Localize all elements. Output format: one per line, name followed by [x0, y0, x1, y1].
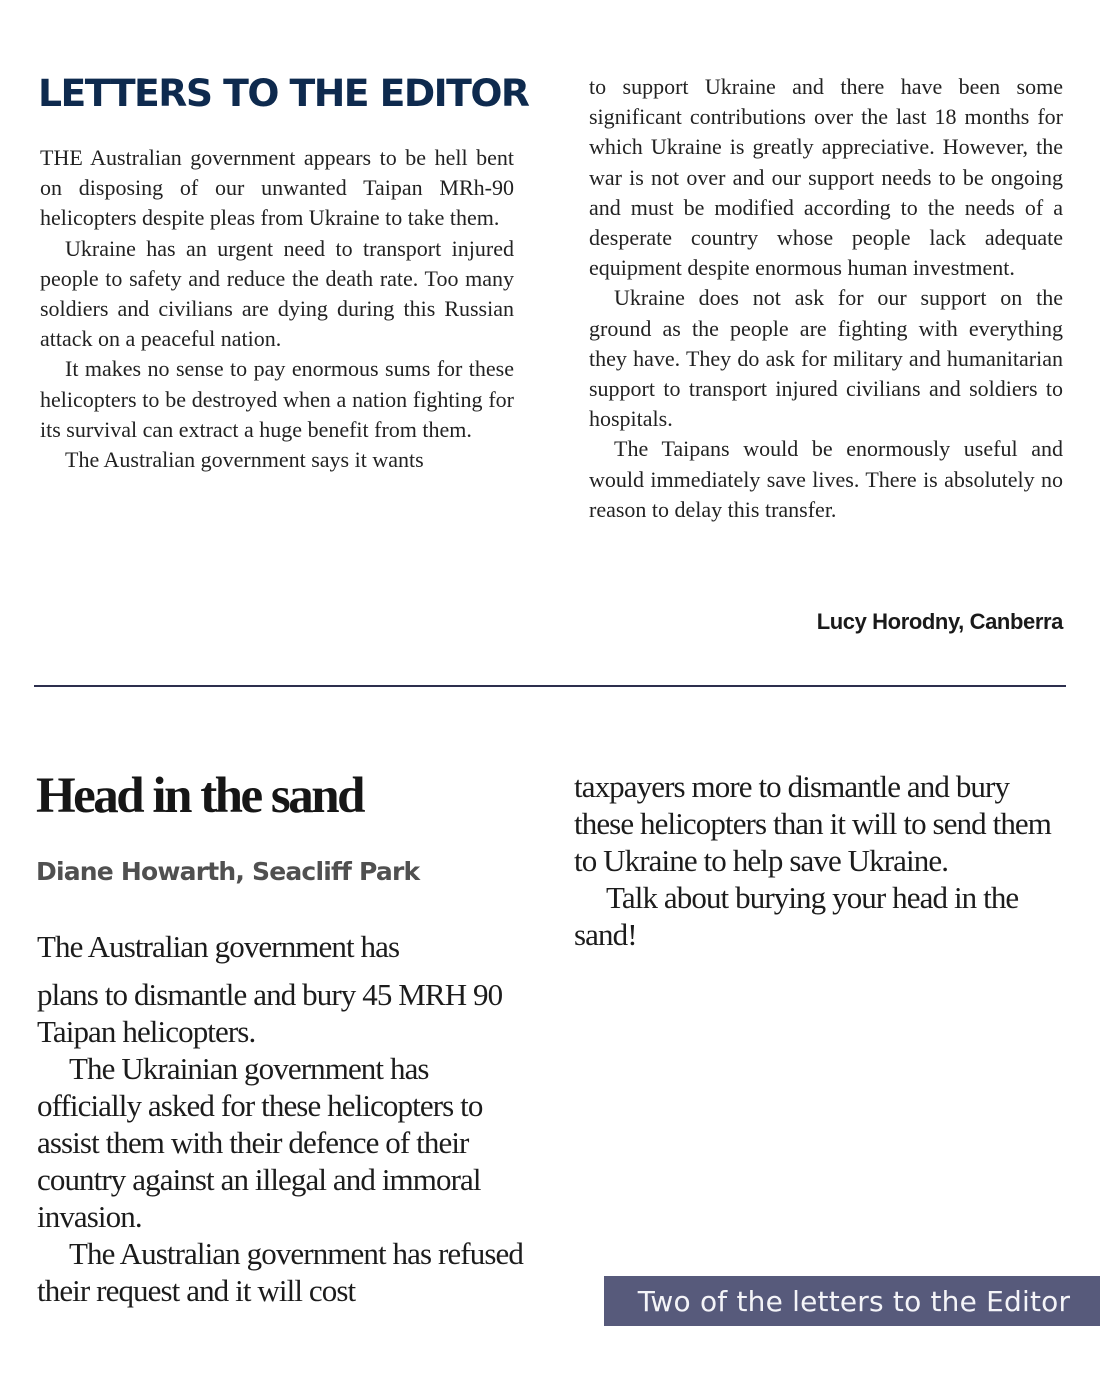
letter2-column-1 [37, 928, 527, 1309]
letter2-headline: Head in the sand [36, 768, 364, 824]
letter1-paragraph: Ukraine has an urgent need to transport injured people to safety and reduce the death rate. Too many soldiers and civilians are dying during this Russian attack on a peaceful nation. [40, 235, 514, 352]
letter1-column-1 [40, 143, 514, 475]
section-divider [34, 685, 1066, 687]
letter1-paragraph: The Taipans would be enormously useful and would immediately save lives. There is absolutely no reason to delay this transfer. [589, 436, 1063, 522]
image-caption: Two of the letters to the Editor [604, 1276, 1100, 1326]
letter1-paragraph: The Australian government says it wants [65, 447, 424, 473]
letter1-paragraph: It makes no sense to pay enormous sums for these helicopters to be destroyed when a nation fighting for its survival can extract a huge benefit from them. [40, 356, 514, 442]
letter1-column-2 [589, 72, 1063, 525]
letter2-byline: Diane Howarth, Seacliff Park [36, 857, 420, 886]
letter1-paragraph: THE Australian government appears to be hell bent on disposing of our unwanted Taipan MRh-90 helicopters despite pleas from Ukraine to take them. [40, 145, 514, 231]
letter2-column-2 [574, 768, 1074, 953]
letter2-paragraph: taxpayers more to dismantle and bury these helicopters than it will to send them to Ukraine to help save Ukraine. [574, 769, 1051, 878]
letter2-paragraph: Talk about burying your head in the sand! [574, 880, 1019, 952]
letter2-paragraph: The Ukrainian government has officially asked for these helicopters to assist them with their defence of their country against an illegal and immoral invasion. [37, 1051, 483, 1234]
section-title: LETTERS TO THE EDITOR [38, 72, 529, 115]
letter2-paragraph: The Australian government has refused their request and it will cost [37, 1236, 523, 1308]
letter1-signature: Lucy Horodny, Canberra [816, 609, 1063, 634]
letter2-paragraph: The Australian government has [37, 929, 400, 964]
letter1-paragraph: Ukraine does not ask for our support on the ground as the people are fighting with everything they have. They do ask for military and humanitarian support to transport injured civilians and soldiers to hospitals. [589, 285, 1063, 432]
letter1-paragraph: to support Ukraine and there have been some significant contributions over the last 18 months for which Ukraine is greatly appreciative. However, the war is not over and our support needs to be ongoing and must be modified according to the needs of a desperate country whose people lack adequate equipment despite enormous human investment. [589, 74, 1063, 281]
letter2-paragraph: plans to dismantle and bury 45 MRH 90 Taipan helicopters. [37, 977, 503, 1049]
